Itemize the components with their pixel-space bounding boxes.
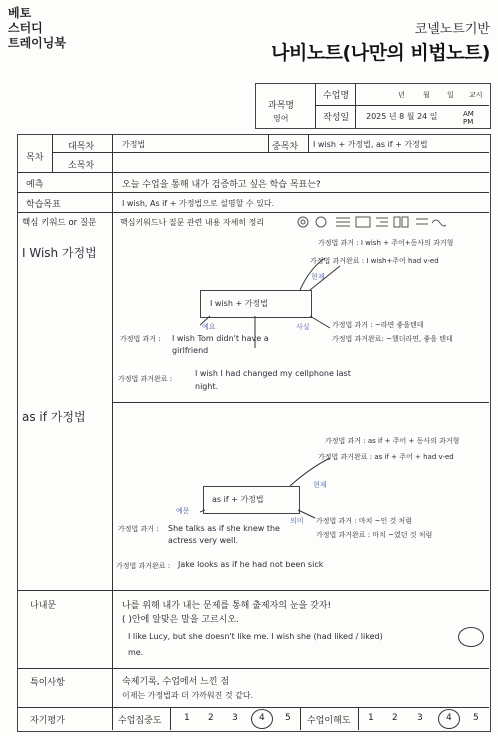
self-problem-line3: I like Lucy, but she doesn't like me. I wish she (had liked / liked) xyxy=(128,632,383,641)
objective-label: 학습목표 xyxy=(26,200,61,210)
eval-label: 자기평가 xyxy=(30,716,65,726)
page-title: 나비노트(나만의 비법노트) xyxy=(271,42,490,64)
focus-score-circle xyxy=(251,709,273,729)
subject-value: 영어 xyxy=(273,114,289,123)
focus-scale-2: 2 xyxy=(208,713,214,723)
section2-ex-pp: Jake looks as if he had not been sick xyxy=(178,560,324,569)
self-problem-line4: me. xyxy=(128,648,144,657)
section1-ex-pp-label: 가정법 과거완료 : xyxy=(118,375,173,383)
notes-label: 특이사항 xyxy=(30,678,65,688)
objective-text: I wish, As if + 가정법으로 설명할 수 있다. xyxy=(122,199,275,208)
section2-keyword: as if 가정법 xyxy=(22,410,86,424)
understand-scale-2: 2 xyxy=(392,713,398,723)
major-value: 가정법 xyxy=(122,140,146,149)
brand-line-3: 트레이닝북 xyxy=(8,36,66,50)
keyword-label: 핵심 키워드 or 질문 xyxy=(22,218,97,228)
focus-scale-1: 1 xyxy=(184,713,190,723)
major-label: 대목차 xyxy=(68,142,95,152)
self-problem-line1: 나를 위해 내가 내는 문제를 통해 출제자의 눈을 갖자! xyxy=(122,601,332,611)
understand-scale-5: 5 xyxy=(473,713,479,723)
understand-scale-1: 1 xyxy=(368,713,374,723)
section1-connectors xyxy=(200,238,400,348)
section2-right-past: 가정법 과거 : 마치 ~인 것 처럼 xyxy=(316,517,412,525)
brand-line-1: 베토 xyxy=(8,6,32,20)
notes-line1: 숙제기록, 수업에서 느낀 점 xyxy=(122,677,230,687)
section2-tag-present: 현재 xyxy=(313,481,327,489)
section2-ex-past-label: 가정법 과거 : xyxy=(118,525,159,533)
section1-right-past: 가정법 과거 : ~라면 좋을텐데 xyxy=(332,321,424,329)
section1-right-pp: 가정법 과거완료: ~했더라면, 좋을 텐데 xyxy=(332,335,453,343)
section2-ex-pp-label: 가정법 과거완료 : xyxy=(116,562,171,570)
section1-keyword: I Wish 가정법 xyxy=(22,246,97,260)
date-month-label: 월 xyxy=(423,91,430,99)
date-period-label: 교시 xyxy=(469,91,483,99)
eval-focus-label: 수업집중도 xyxy=(118,716,162,726)
date-day-label: 일 xyxy=(447,91,454,99)
eval-understand-label: 수업이해도 xyxy=(307,716,351,726)
answer-circle xyxy=(458,627,484,647)
understand-scale-4: 4 xyxy=(446,713,452,723)
date-value: 2025 년 8 월 24 일 xyxy=(366,112,438,121)
focus-scale-3: 3 xyxy=(232,713,238,723)
focus-scale-4: 4 xyxy=(259,713,265,723)
section2-note-past: 가정법 과거 : as if + 주어 + 동사의 과거형 xyxy=(325,437,460,445)
header-subtitle: 코넬노트기반 xyxy=(414,22,490,37)
section2-connectors xyxy=(200,440,400,520)
notes-line2: 이제는 가정법과 더 가까워진 것 같다. xyxy=(122,691,254,700)
brand-line-2: 스터디 xyxy=(8,21,43,35)
section1-center: I wish + 가정법 xyxy=(210,299,268,308)
predict-label: 예측 xyxy=(26,180,44,190)
doodle-icons xyxy=(296,215,446,229)
mid-label: 중목차 xyxy=(272,142,299,152)
predict-text: 오늘 수업을 통해 내가 검증하고 싶은 학습 목표는? xyxy=(122,180,321,190)
section1-note-pp: 가정법 과거완료 : I wish+주어 had v-ed xyxy=(310,257,439,265)
section2-ex-past: She talks as if she knew the actress very well. xyxy=(168,524,280,545)
section1-ex-past-label: 가정법 과거 : xyxy=(120,335,161,343)
section2-tag-fact: 의미 xyxy=(290,517,304,525)
section1-ex-past: I wish Tom didn't have a girlfriend xyxy=(172,334,269,355)
brand-logo xyxy=(8,6,66,51)
understand-score-circle xyxy=(438,709,460,729)
section2-right-pp: 가정법 과거완료 : 마치 ~였던 것 처럼 xyxy=(316,531,433,539)
section1-ex-pp: I wish I had changed my cellphone last night. xyxy=(195,369,351,391)
self-problem-line2: ( )안에 알맞은 말을 고르시오. xyxy=(122,615,239,625)
date-label: 작성일 xyxy=(323,113,350,123)
goal-label: 목차 xyxy=(26,153,44,163)
self-problem-label: 나내문 xyxy=(30,601,57,611)
section1-tag-ye: 예요 xyxy=(202,323,216,331)
subject-label: 과목명 xyxy=(268,101,295,111)
section2-tag-ye: 예문 xyxy=(176,507,190,515)
focus-scale-5: 5 xyxy=(285,713,291,723)
section1-tag-fact: 사실 xyxy=(296,323,310,331)
ampm: AM PM xyxy=(463,110,474,126)
keyword-text: 핵심키워드나 질문 관련 내용 자세히 정리 xyxy=(120,218,265,227)
section1-note-past: 가정법 과거 : I wish + 주어+동사의 과거형 xyxy=(318,239,454,247)
section2-center: as if + 가정법 xyxy=(212,495,264,504)
mid-value: I wish + 가정법, as if + 가정법 xyxy=(313,140,428,149)
date-year-label: 년 xyxy=(398,91,405,99)
understand-scale-3: 3 xyxy=(417,713,423,723)
section2-note-pp: 가정법 과거완료 : as if + 주어 + had v-ed xyxy=(318,453,454,461)
minor-label: 소목차 xyxy=(68,161,95,171)
section1-tag-present: 현재 xyxy=(311,273,325,281)
unit-label: 수업명 xyxy=(323,91,350,101)
